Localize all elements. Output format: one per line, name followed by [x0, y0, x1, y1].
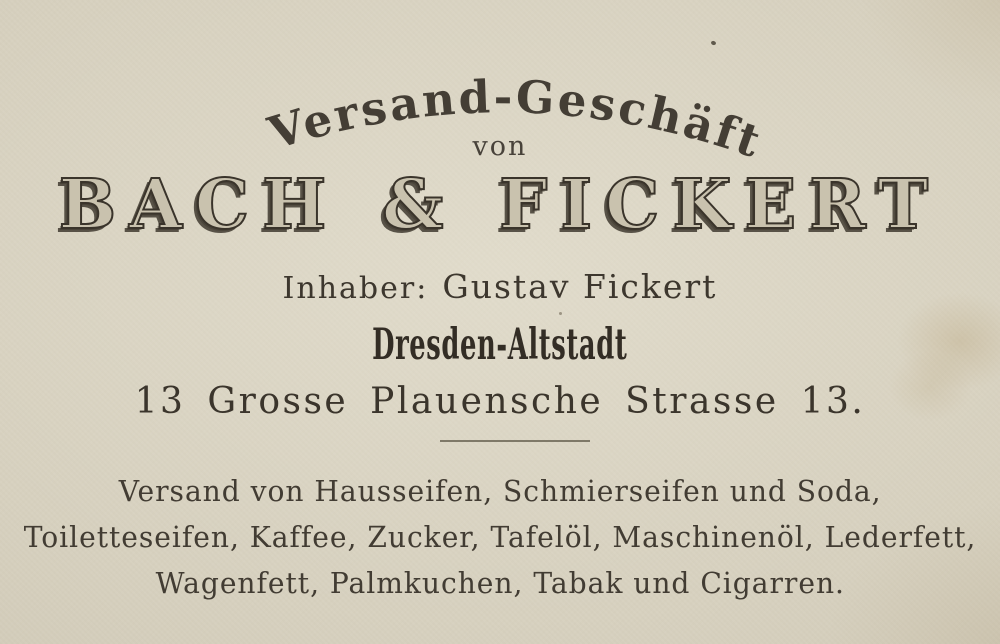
- company-name: BACH & FICKERT: [58, 165, 942, 245]
- district-line-wrap: [0, 320, 1000, 370]
- preposition-von: von: [472, 131, 528, 162]
- arc-title: Versand-Geschäft: [262, 70, 770, 169]
- owner-line: [0, 267, 1000, 306]
- divider-rule: [440, 440, 590, 442]
- district-line: Dresden-Altstadt: [372, 320, 628, 370]
- description-line-3: Wagenfett, Palmkuchen, Tabak und Cigarren.: [155, 566, 845, 600]
- address-line: 13 Grosse Plauensche Strasse 13.: [134, 381, 866, 422]
- description-paragraph: [0, 468, 1000, 606]
- paper-speck: [559, 312, 562, 315]
- owner-name: Gustav Fickert: [442, 267, 718, 306]
- owner-label: Inhaber:: [282, 271, 429, 306]
- description-line-2: Toiletteseifen, Kaffee, Zucker, Tafelöl, Maschinenöl, Lederfett,: [23, 520, 977, 554]
- description-line-1: Versand von Hausseifen, Schmierseifen und Soda,: [118, 474, 882, 508]
